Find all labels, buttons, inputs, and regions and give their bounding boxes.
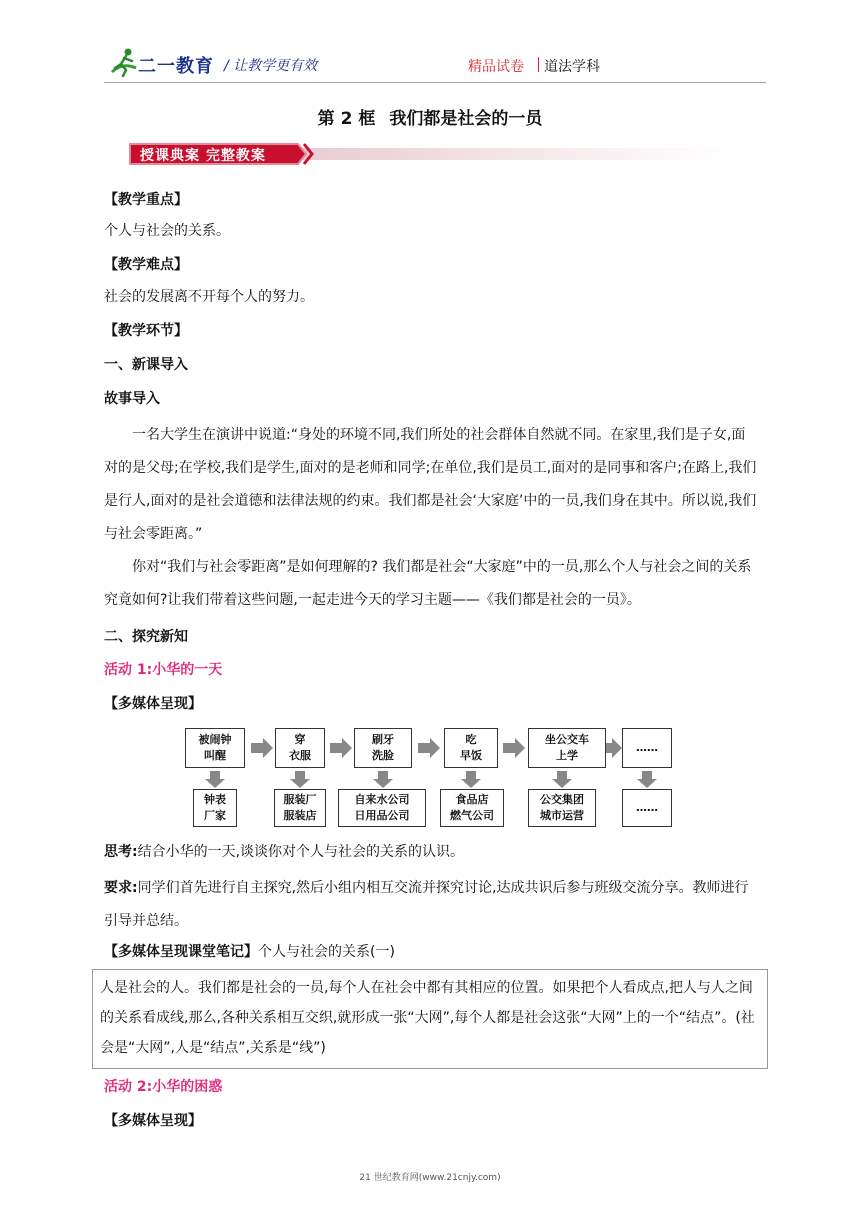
think-text: 结合小华的一天,谈谈你对个人与社会的关系的认识。	[137, 844, 465, 860]
class-note-title: 个人与社会的关系(一)	[258, 944, 395, 960]
teaching-difficulty-text: 社会的发展离不开每个人的努力。	[104, 289, 314, 305]
flow-text: 吃	[465, 733, 477, 746]
right-arrow-icon	[606, 738, 622, 758]
brand-label: 精品试卷	[468, 59, 524, 75]
right-arrow-icons	[251, 738, 622, 758]
flow-text: 燃气公司	[450, 809, 494, 822]
flow-text: 公交集团	[540, 793, 584, 806]
question-paragraph: 你对“我们与社会零距离”是如何理解的? 我们都是社会“大家庭”中的一员,那么个人与社会之间的关系究竟如何?让我们带着这些问题,一起走进今天的学习主题——《我们都是社会的一员》。	[104, 559, 752, 608]
think-label: 思考:	[104, 844, 138, 860]
down-arrow-icon	[290, 771, 310, 788]
flow-text: 上学	[556, 749, 578, 762]
right-arrow-icon	[503, 738, 525, 758]
section-heading-explore: 二、探究新知	[104, 629, 188, 645]
slogan: / 让教学更有效	[224, 58, 318, 74]
class-note-heading	[104, 938, 758, 966]
requirement-label: 要求:	[104, 880, 138, 896]
flow-text: 穿	[294, 733, 306, 746]
activity-2-title: 活动 2:小华的困惑	[104, 1079, 223, 1095]
multimedia-label-2: 【多媒体呈现】	[104, 1113, 202, 1129]
class-note-text: 人是社会的人。我们都是社会的一员,每个人在社会中都有其相应的位置。如果把个人看成点,把人与人之间的关系看成线,那么,各种关系相互交织,就形成一张“大网”,每个人都是社会这张“大网”上的一个“结点”。(社会是“大网”,人是“结点”,关系是“线”)	[100, 980, 755, 1056]
requirement-text: 同学们首先进行自主探究,然后小组内相互交流并探究讨论,达成共识后参与班级交流分享。教师进行引导并总结。	[104, 880, 749, 929]
flow-text: 日用品公司	[354, 809, 410, 822]
flow-text: 被闹钟	[198, 733, 232, 746]
flow-text: 刷牙	[372, 733, 394, 746]
title-lesson-name: 我们都是社会的一员	[389, 109, 543, 129]
page-footer: 21 世纪教育网(www.21cnjy.com)	[359, 1173, 501, 1183]
class-note-label: 【多媒体呈现课堂笔记】	[104, 944, 258, 960]
down-arrow-icon	[461, 771, 481, 788]
subheading-story: 故事导入	[104, 391, 160, 407]
flow-text: 城市运营	[540, 809, 584, 822]
subject-label: 道法学科	[544, 56, 600, 76]
down-arrow-icons	[205, 771, 657, 788]
flow-text: 叫醒	[204, 749, 226, 762]
flow-text: 衣服	[289, 749, 311, 762]
heading-teaching-difficulty: 【教学难点】	[104, 257, 188, 273]
requirement-paragraph	[104, 872, 758, 938]
flow-text: 钟表	[204, 793, 226, 806]
logo-text: 二一教育	[138, 56, 214, 77]
flow-text: 服装厂	[283, 793, 317, 806]
flow-text: 厂家	[204, 809, 226, 822]
down-arrow-icon	[552, 771, 572, 788]
think-paragraph	[104, 838, 758, 866]
right-arrow-icon	[418, 738, 440, 758]
heading-teaching-focus: 【教学重点】	[104, 192, 188, 208]
teaching-focus-text: 个人与社会的关系。	[104, 223, 230, 239]
flow-text: 服装店	[283, 809, 317, 822]
flow-text: 食品店	[455, 793, 489, 806]
flow-text: 坐公交车	[545, 733, 589, 746]
title-lesson-number: 第 2 框	[317, 109, 376, 129]
flow-text: ……	[636, 801, 658, 814]
flow-text: 自来水公司	[354, 793, 410, 806]
section-heading-intro: 一、新课导入	[104, 357, 188, 373]
down-arrow-icon	[373, 771, 393, 788]
flow-text: ……	[636, 741, 658, 754]
story-paragraph: 一名大学生在演讲中说道:“身处的环境不同,我们所处的社会群体自然就不同。在家里,我们是子女,面对的是父母;在学校,我们是学生,面对的是老师和同学;在单位,我们是员工,面对的是同事和客户;在路上,我们是行人,面对的是社会道德和法律法规的约束。我们都是社会‘大家庭’中的一员,我们身在其中。所以说,我们与社会零距离。”	[104, 427, 757, 542]
right-arrow-icon	[330, 738, 352, 758]
down-arrow-icon	[637, 771, 657, 788]
down-arrow-icon	[205, 771, 225, 788]
banner-text: 授课典案 完整教案	[140, 148, 266, 164]
activity-1-title: 活动 1:小华的一天	[104, 662, 223, 678]
flow-text: 早饭	[460, 749, 482, 762]
heading-teaching-steps: 【教学环节】	[104, 323, 188, 339]
multimedia-label-1: 【多媒体呈现】	[104, 696, 202, 712]
flow-text: 洗脸	[372, 749, 394, 762]
right-arrow-icon	[251, 738, 273, 758]
